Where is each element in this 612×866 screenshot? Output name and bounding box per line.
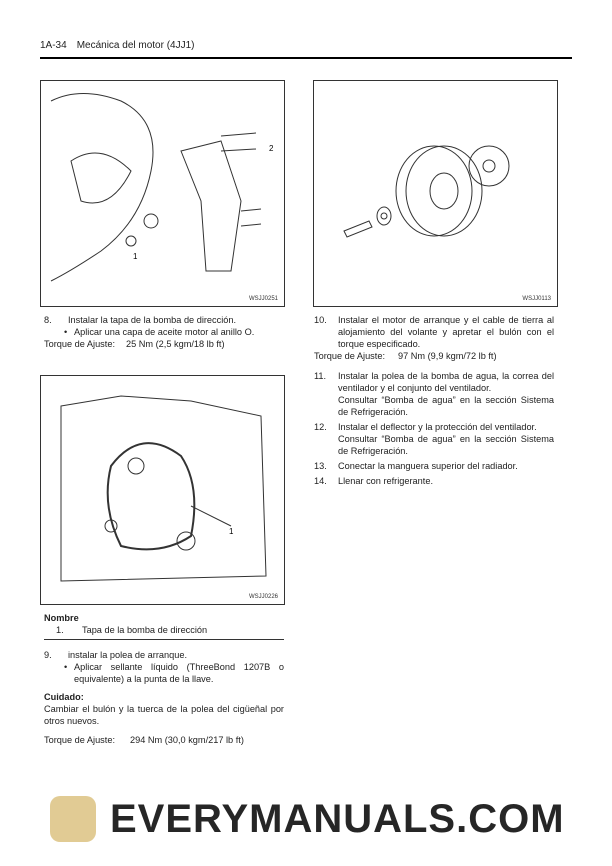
- torque-value: 97 Nm (9,9 kgm/72 lb ft): [398, 351, 497, 361]
- step-14: [314, 475, 554, 487]
- bullet-text: Aplicar sellante líquido (ThreeBond 1207B o equivalente) a la punta de la llave.: [74, 662, 284, 684]
- figure-pump-cover-location: [40, 375, 285, 605]
- page-number: 1A-34: [40, 40, 67, 51]
- step-11: [314, 370, 554, 418]
- step-text: Instalar el motor de arranque y el cable de tierra al alojamiento del volante y apretar el bulón con el torque especificado.: [338, 315, 554, 349]
- figure-code: WSJJ0113: [522, 296, 551, 302]
- caution-title: Cuidado:: [44, 692, 84, 702]
- legend-number: 1.: [56, 625, 64, 635]
- bullet: •: [64, 662, 68, 672]
- page-title: Mecánica del motor (4JJ1): [76, 40, 195, 51]
- step-number: 8.: [44, 315, 52, 325]
- watermark-logo: [50, 796, 96, 842]
- step-number: 10.: [314, 315, 327, 325]
- legend-item: [44, 624, 284, 640]
- header-rule: [40, 57, 572, 59]
- figure-steering-pump-cover: [40, 80, 285, 307]
- step-text: instalar la polea de arranque.: [68, 650, 188, 660]
- step-8: [44, 314, 284, 350]
- legend: [44, 612, 284, 640]
- torque-label: Torque de Ajuste:: [44, 339, 115, 349]
- engine-cover-illustration: [41, 376, 284, 604]
- step-13: [314, 460, 554, 472]
- torque-label: Torque de Ajuste:: [314, 351, 385, 361]
- step-reference: Consultar “Bomba de agua” en la sección Sistema de Refrigeración.: [338, 395, 554, 417]
- caution-text: Cambiar el bulón y la tuerca de la polea del cigüeñal por otros nuevos.: [44, 704, 284, 726]
- step-12: [314, 421, 554, 457]
- watermark: EVERYMANUALS.COM: [110, 797, 565, 841]
- figure-label: 1: [133, 252, 138, 261]
- legend-title: Nombre: [44, 613, 79, 623]
- step-text: Conectar la manguera superior del radiador.: [338, 461, 518, 471]
- step-number: 12.: [314, 422, 327, 432]
- step-text: Llenar con refrigerante.: [338, 476, 433, 486]
- step-9: [44, 649, 284, 746]
- torque-value: 25 Nm (2,5 kgm/18 lb ft): [126, 339, 225, 349]
- legend-text: Tapa de la bomba de dirección: [82, 625, 208, 635]
- step-reference: Consultar “Bomba de agua” en la sección Sistema de Refrigeración.: [338, 434, 554, 456]
- figure-crankshaft-pulley: [313, 80, 558, 307]
- page-header: [40, 40, 205, 51]
- figure-code: WSJJ0226: [248, 594, 278, 600]
- bullet-text: Aplicar una capa de aceite motor al anillo O.: [74, 327, 255, 337]
- torque-label: Torque de Ajuste:: [44, 735, 115, 745]
- figure-code: WSJJ0251: [248, 296, 278, 302]
- step-number: 14.: [314, 476, 327, 486]
- figure-label: 2: [269, 144, 274, 153]
- bullet: •: [64, 327, 68, 337]
- pulley-illustration: [314, 81, 557, 306]
- step-number: 13.: [314, 461, 327, 471]
- step-text: Instalar la tapa de la bomba de dirección.: [68, 315, 237, 325]
- step-text: Instalar el deflector y la protección del ventilador.: [338, 422, 537, 432]
- torque-value: 294 Nm (30,0 kgm/217 lb ft): [130, 735, 244, 745]
- figure-label: 1: [229, 527, 234, 536]
- step-number: 9.: [44, 650, 52, 660]
- step-number: 11.: [314, 371, 327, 381]
- engine-bracket-illustration: [41, 81, 284, 306]
- step-text: Instalar la polea de la bomba de agua, la correa del ventilador y el conjunto del ventilador.: [338, 371, 554, 393]
- right-column: [314, 314, 554, 487]
